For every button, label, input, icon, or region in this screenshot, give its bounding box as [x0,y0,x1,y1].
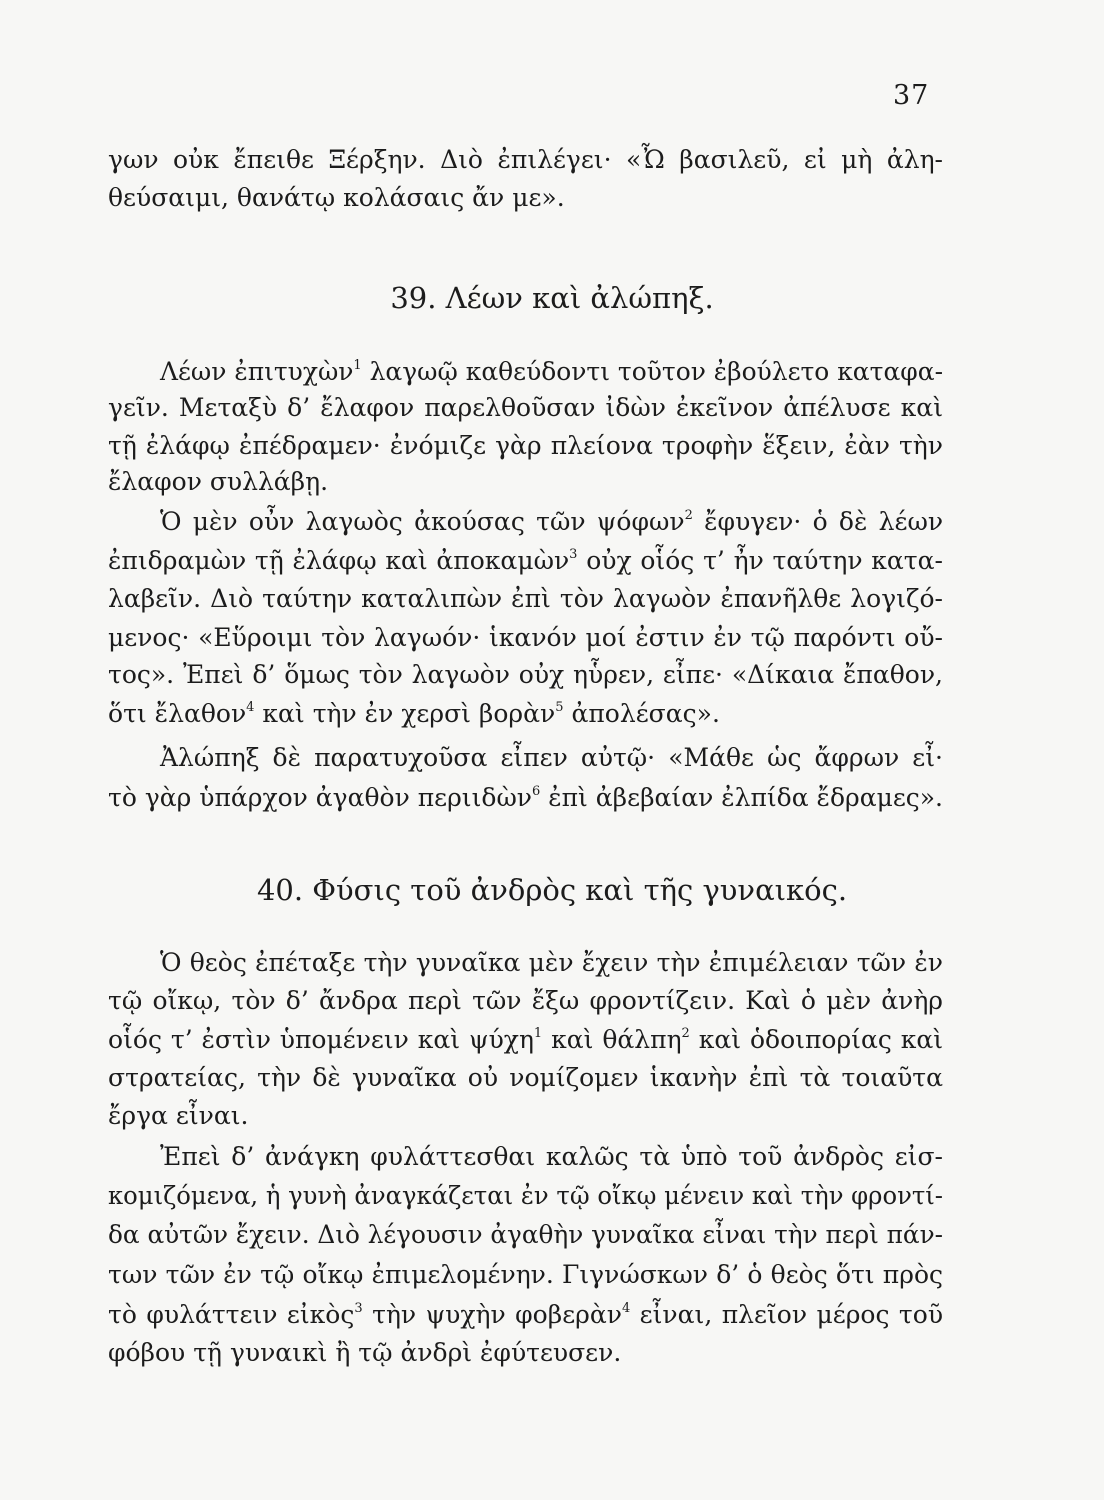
text-line: κομιζόμενα, ἡ γυνὴ ἀναγκάζεται ἐν τῷ οἴκῳ μένειν καὶ τὴν φροντί- [108,1181,943,1210]
text-line: τος». Ἐπεὶ δ’ ὅμως τὸν λαγωὸν οὐχ ηὗρεν, εἶπε· «Δίκαια ἔπαθον, [108,660,943,689]
section-heading-39: 39. Λέων καὶ ἀλώπηξ. [390,281,714,315]
text-line: ἔλαφον συλλάβῃ. [108,467,329,496]
text-line: στρατείας, τὴν δὲ γυναῖκα οὐ νομίζομεν ἱκανὴν ἐπὶ τὰ τοιαῦτα [108,1063,943,1092]
text-line: τῇ ἐλάφῳ ἐπέδραμεν· ἐνόμιζε γὰρ πλείονα τροφὴν ἕξειν, ἐὰν τὴν [108,431,943,460]
text-line: τῷ οἴκῳ, τὸν δ’ ἄνδρα περὶ τῶν ἔξω φροντίζειν. Καὶ ὁ μὲν ἀνὴρ [108,986,943,1015]
text-line: οἷός τ’ ἐστὶν ὑπομένειν καὶ ψύχη$^1$ καὶ θάλπη$^2$ καὶ ὁδοιπορίας καὶ [108,1025,944,1054]
text-line: Ὁ θεὸς ἐπέταξε τὴν γυναῖκα μὲν ἔχειν τὴν ἐπιμέλειαν τῶν ἐν [160,948,943,977]
text-line: των τῶν ἐν τῷ οἴκῳ ἐπιμελομένην. Γιγνώσκων δ’ ὁ θεὸς ὅτι πρὸς [108,1260,943,1289]
text-line: φόβου τῇ γυναικὶ ἢ τῷ ἀνδρὶ ἐφύτευσεν. [108,1338,622,1367]
text-line: Ὁ μὲν οὖν λαγωὸς ἀκούσας τῶν ψόφων$^2$ ἔφυγεν· ὁ δὲ λέων [160,507,944,536]
page-number: 37 [893,80,930,111]
text-line: μενος· «Εὕροιμι τὸν λαγωόν· ἱκανόν μοί ἐστιν ἐν τῷ παρόντι οὔ- [108,623,943,652]
text-line: ἐπιδραμὼν τῇ ἐλάφῳ καὶ ἀποκαμὼν$^3$ οὐχ οἷός τ’ ἦν ταύτην κατα- [108,546,943,575]
text-line: γων οὐκ ἔπειθε Ξέρξην. Διὸ ἐπιλέγει· «Ὦ βασιλεῦ, εἰ μὴ ἀλη- [108,145,943,174]
section-heading-40: 40. Φύσις τοῦ ἀνδρὸς καὶ τῆς γυναικός. [256,873,848,907]
text-line: τὸ γὰρ ὑπάρχον ἀγαθὸν περιιδὼν$^6$ ἐπὶ ἀβεβαίαν ἐλπίδα ἔδραμες». [108,783,943,812]
text-line: τὸ φυλάττειν εἰκὸς$^3$ τὴν ψυχὴν φοβερὰν$^4$ εἶναι, πλεῖον μέρος τοῦ [108,1300,944,1329]
text-line: λαβεῖν. Διὸ ταύτην καταλιπὼν ἐπὶ τὸν λαγωὸν ἐπανῆλθε λογιζό- [108,584,943,613]
text-line: ὅτι ἔλαθον$^4$ καὶ τὴν ἐν χερσὶ βορὰν$^5$ ἀπολέσας». [108,699,720,728]
text-line: Ἐπεὶ δ’ ἀνάγκη φυλάττεσθαι καλῶς τὰ ὑπὸ τοῦ ἀνδρὸς εἰσ- [160,1142,943,1171]
text-line: Ἀλώπηξ δὲ παρατυχοῦσα εἶπεν αὐτῷ· «Μάθε ὡς ἄφρων εἶ· [160,743,943,772]
text-line: θεύσαιμι, θανάτῳ κολάσαις ἄν με». [108,183,565,212]
text-line: γεῖν. Μεταξὺ δ’ ἔλαφον παρελθοῦσαν ἰδὼν ἐκεῖνον ἀπέλυσε καὶ [108,393,943,422]
text-line: ἔργα εἶναι. [108,1101,249,1130]
text-line: δα αὐτῶν ἔχειν. Διὸ λέγουσιν ἀγαθὴν γυναῖκα εἶναι τὴν περὶ πάν- [108,1220,943,1249]
text-line: Λέων ἐπιτυχὼν$^1$ λαγωῷ καθεύδοντι τοῦτον ἐβούλετο καταφα- [160,357,943,386]
